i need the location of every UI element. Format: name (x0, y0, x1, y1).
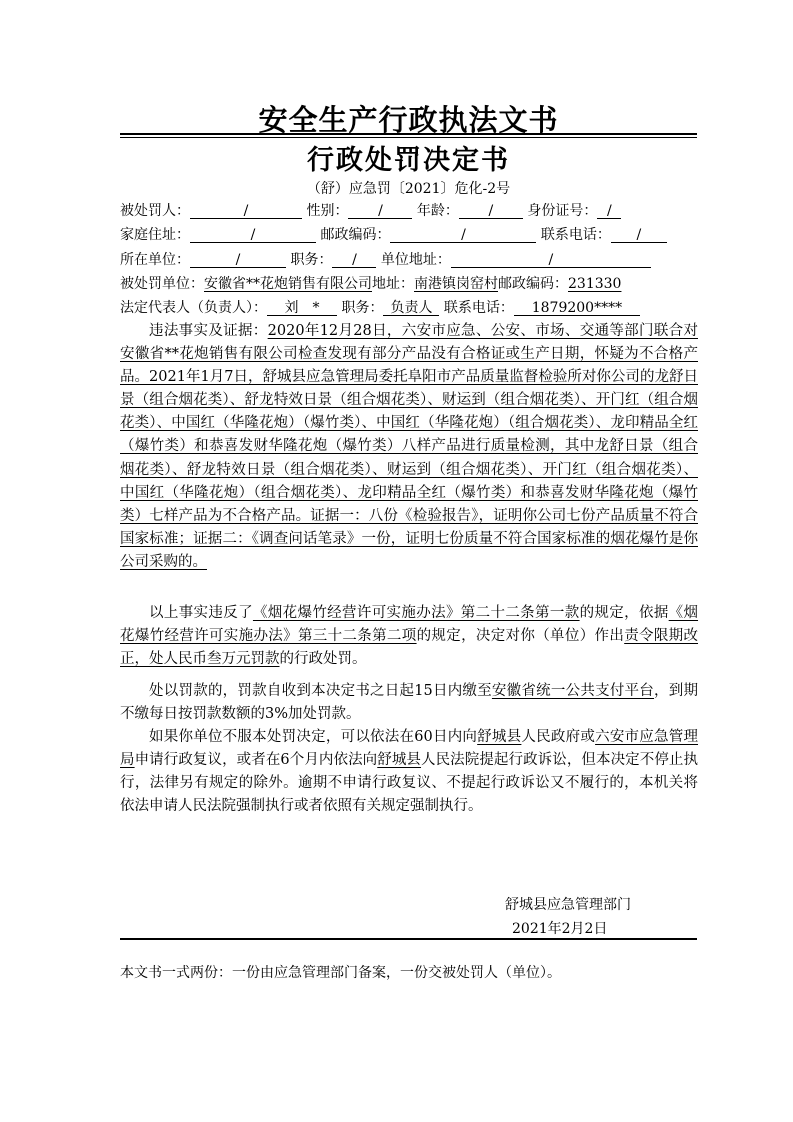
penalized-person-value: / (190, 202, 302, 219)
footer-rule (120, 938, 697, 940)
penalty-content: 责令限期改正，处人民币叁万元罚款 (120, 628, 699, 668)
home-address-value: / (190, 226, 316, 243)
appeal-court: 舒城县 (377, 752, 422, 769)
legal-basis-text-d: 的行政处罚。 (279, 651, 367, 668)
issue-date: 2021年2月2日 (512, 921, 608, 937)
facts-text: 2020年12月28日，六安市应急、公安、市场、交通等部门联合对安徽省**花炮销售有限公司检查发现有部分产品没有合格证或生产日期，怀疑为不合格产品。2021年1月7日，舒城县应急管理局委托阜阳市产品质量监督检验所对你公司的龙舒日景（组合烟花类）、舒龙特效日景（组合烟花类）、财运到（组合烟花类）、开门红（组合烟花类）、中国红（华隆花炮）（爆竹类）、中国红（华隆花炮）（组合烟花类）、龙印精品全红（爆竹类）和恭喜发财华隆花炮（爆竹类）八样产品进行质量检测，其中龙舒日景（组合烟花类）、舒龙特效日景（组合烟花类）、财运到（组合烟花类）、开门红（组合烟花类）、中国红（华隆花炮）（组合烟花类）、龙印精品全红（爆竹类）和恭喜发财华隆花炮（爆竹类）七样产品为不合格产品。证据一：八份《检验报告》，证明你公司七份产品质量不符合国家标准；证据二：《调查问话笔录》一份，证明七份质量不符合国家标准的烟花爆竹是你公司采购的。 (120, 323, 698, 570)
phone-value: / (611, 226, 667, 243)
row-work-unit (120, 250, 697, 270)
legal-rep-phone-value: 1879200**** (514, 299, 640, 316)
company-value: 安徽省**花炮销售有限公司 (204, 276, 372, 292)
row-legal-rep (120, 298, 697, 318)
company-label: 被处罚单位： (120, 276, 204, 292)
gender-label: 性别： (306, 203, 349, 219)
work-unit-label: 所在单位： (120, 252, 190, 268)
document-title: 行政处罚决定书 (307, 145, 510, 176)
document-series-title: 安全生产行政执法文书 (258, 103, 559, 137)
work-unit-value: / (190, 251, 286, 268)
postcode-label: 邮政编码： (320, 227, 391, 243)
payment-paragraph (120, 680, 698, 726)
issuing-agency: 舒城县应急管理部门 (505, 897, 631, 913)
row-penalized-person (120, 201, 697, 221)
home-address-label: 家庭住址： (120, 227, 190, 243)
facts-paragraph (120, 320, 698, 574)
legal-basis-paragraph (120, 602, 698, 671)
legal-rep-position-value: 负责人 (383, 299, 439, 316)
legal-rep-value: 刘 * (267, 299, 337, 316)
company-address-value: 南港镇岗窑村 (414, 276, 498, 292)
appeal-department: 六安市应急管理局 (120, 729, 699, 769)
appeal-government: 舒城县 (477, 729, 522, 745)
violated-law: 《烟花爆竹经营许可实施办法》第二十二条第一款 (252, 605, 580, 621)
gender-value: / (348, 202, 412, 219)
document-number: （舒）应急罚〔2021〕危化-2号 (306, 181, 511, 197)
unit-address-label: 单位地址： (380, 252, 451, 268)
legal-basis-text-c: 的规定，决定对你（单位）作出 (416, 628, 625, 645)
position-label: 职务： (290, 252, 333, 268)
age-label: 年龄： (416, 203, 459, 219)
id-label: 身份证号： (527, 203, 598, 219)
header-rule (120, 133, 697, 135)
appeal-text-d: 人民法院提起行政诉讼，但本决定不停止执行，法律另有规定的除外。逾期不申请行政复议、不提起行政诉讼又不履行的，本机关将依法申请人民法院强制执行或者依照有关规定强制执行。 (120, 752, 699, 815)
legal-basis-text-b: 的规定，依据 (579, 605, 669, 621)
unit-address-value: / (451, 251, 651, 268)
company-postcode-value: 231330 (568, 276, 622, 292)
phone-label: 联系电话： (540, 227, 611, 243)
payment-platform: 安徽省统一公共支付平台 (491, 683, 655, 699)
copies-note: 本文书一式两份：一份由应急管理部门备案，一份交被处罚人（单位）。 (120, 965, 561, 981)
payment-text-a: 处以罚款的，罚款自收到本决定书之日起15日内缴至 (149, 683, 492, 699)
company-address-label: 地址： (372, 276, 414, 292)
penalized-person-label: 被处罚人： (120, 203, 190, 219)
appeal-text-b: 人民政府或 (521, 729, 596, 745)
row-company (120, 274, 697, 294)
payment-text-b: ，到期不缴每日按罚款数额的3%加处罚款。 (120, 683, 699, 723)
postcode-value: / (390, 226, 536, 243)
penalty-basis-law: 《烟花爆竹经营许可实施办法》第三十二条第二项 (120, 605, 699, 645)
appeal-paragraph (120, 726, 698, 818)
appeal-text-c: 申请行政复议，或者在6个月内依法向 (134, 752, 378, 769)
position-value: / (332, 251, 376, 268)
facts-label: 违法事实及证据： (149, 323, 268, 339)
legal-rep-position-label: 职务： (341, 300, 384, 316)
company-postcode-label: 邮政编码： (498, 276, 568, 292)
legal-basis-text-a: 以上事实违反了 (149, 605, 253, 621)
row-home-address (120, 225, 697, 245)
legal-rep-label: 法定代表人（负责人）： (120, 300, 267, 316)
appeal-text-a: 如果你单位不服本处罚决定，可以依法在60日内向 (149, 729, 478, 745)
id-value: / (597, 202, 621, 219)
age-value: / (459, 202, 523, 219)
legal-rep-phone-label: 联系电话： (443, 300, 514, 316)
